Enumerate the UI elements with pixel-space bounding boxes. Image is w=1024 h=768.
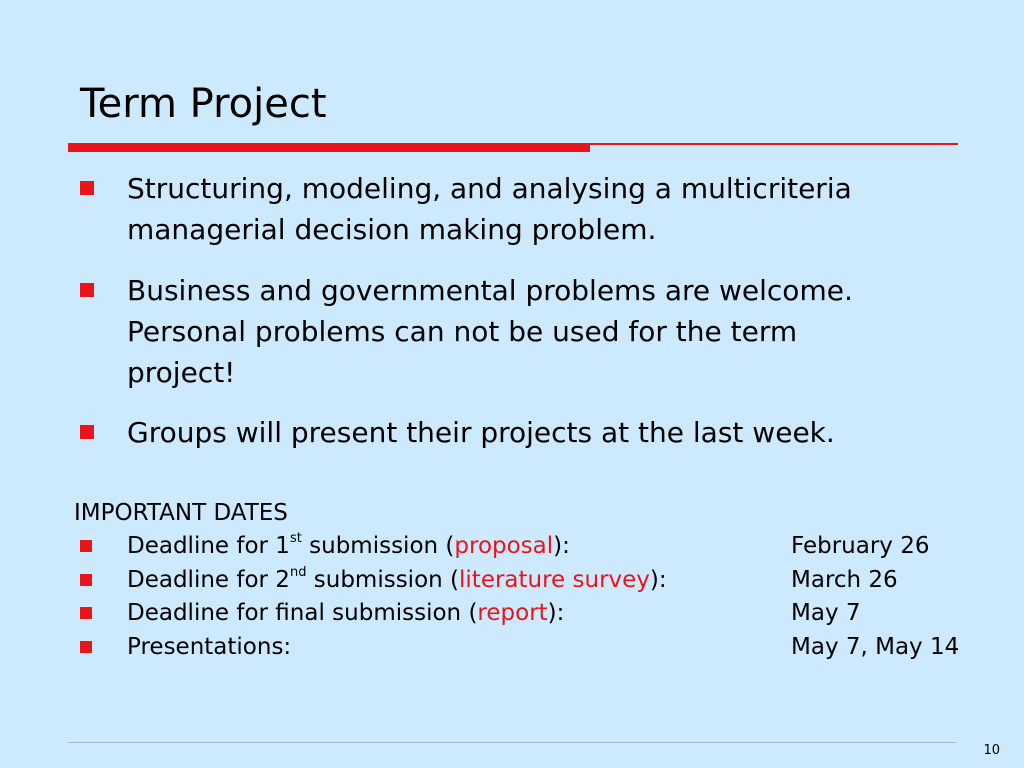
bullet-line: managerial decision making problem. [127, 213, 657, 246]
bullet-line: Personal problems can not be used for the term [127, 315, 798, 348]
bullet-square-icon [80, 574, 92, 586]
ordinal-suffix: st [289, 531, 302, 547]
ordinal-suffix: nd [289, 565, 307, 581]
date-value: May 7, May 14 [791, 634, 960, 660]
date-label-text: ): [553, 533, 570, 559]
deliverable-name: report [477, 600, 548, 626]
page-number: 10 [983, 743, 1000, 758]
deliverable-name: literature survey [459, 567, 650, 593]
date-label-text: submission ( [306, 567, 460, 593]
bullet-square-icon [80, 181, 94, 195]
bullet-line: Groups will present their projects at the last week. [127, 416, 835, 449]
bullet-text [127, 168, 967, 250]
date-label [127, 598, 564, 628]
date-label-text: submission ( [301, 533, 455, 559]
bullet-line: project! [127, 356, 236, 389]
bullet-line: Structuring, modeling, and analysing a multicriteria [127, 172, 852, 205]
date-value: May 7 [791, 600, 861, 626]
title-underline-thin [590, 143, 958, 145]
deliverable-name: proposal [454, 533, 554, 559]
date-label-text: Deadline for final submission ( [127, 600, 478, 626]
date-label-text: Presentations: [127, 634, 292, 660]
footer-divider [68, 742, 956, 743]
date-row [0, 565, 1024, 599]
date-row [0, 598, 1024, 632]
bullet-square-icon [80, 540, 92, 552]
date-label-text: Deadline for 2 [127, 567, 290, 593]
date-value: March 26 [791, 567, 898, 593]
bullet-text [127, 412, 967, 453]
bullet-square-icon [80, 283, 94, 297]
date-label-text: Deadline for 1 [127, 533, 290, 559]
title-underline-thick [68, 143, 590, 152]
bullet-line: Business and governmental problems are welcome. [127, 274, 853, 307]
date-value: February 26 [791, 533, 930, 559]
dates-heading: IMPORTANT DATES [74, 500, 288, 526]
bullet-square-icon [80, 641, 92, 653]
bullet-square-icon [80, 425, 94, 439]
date-label [127, 565, 667, 595]
date-row [0, 531, 1024, 565]
date-label-text: ): [547, 600, 565, 626]
date-label [127, 531, 570, 561]
bullet-square-icon [80, 607, 92, 619]
date-label-text: ): [649, 567, 667, 593]
bullet-text [127, 270, 967, 393]
slide-title: Term Project [80, 81, 327, 127]
date-label [127, 632, 291, 662]
date-row [0, 632, 1024, 666]
